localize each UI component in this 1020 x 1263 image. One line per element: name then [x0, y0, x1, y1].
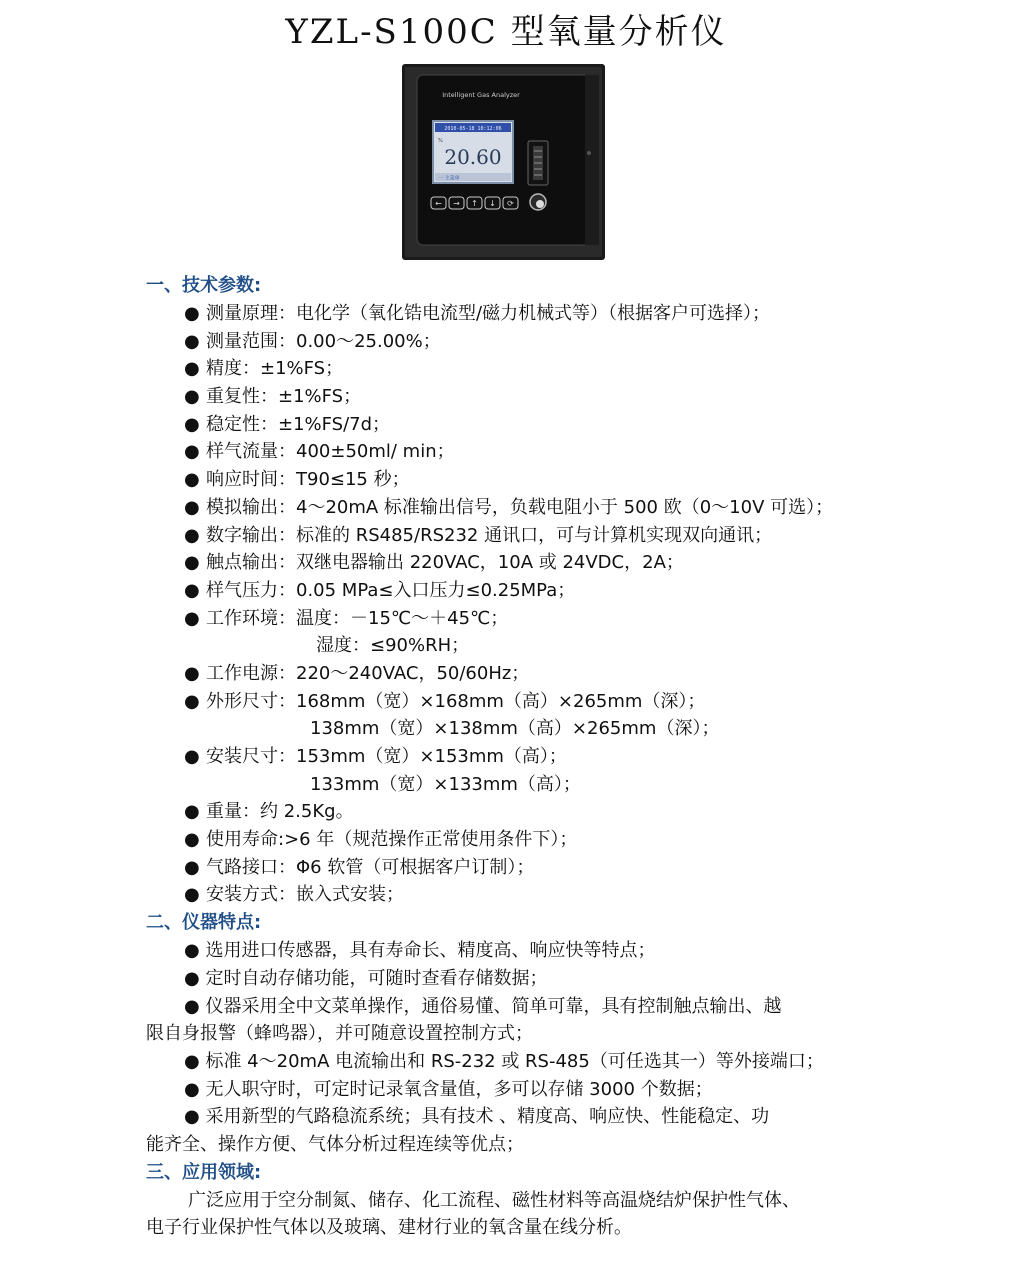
- spec-item-continuation: 湿度：≤90%RH；: [316, 635, 470, 657]
- spec-item: ● 安装尺寸：153mm（宽）×153mm（高）；: [184, 746, 567, 767]
- feature-item: ● 标准 4～20mA 电流输出和 RS-232 或 RS-485（可任选其一）等外接端口；: [184, 1050, 824, 1072]
- spec-item-continuation: 138mm（宽）×138mm（高）×265mm（深）；: [310, 718, 720, 740]
- svg-text:↓: ↓: [489, 199, 496, 208]
- section-features-title: 二、仪器特点:: [146, 912, 262, 934]
- feature-item-continuation: 限自身报警（蜂鸣器），并可随意设置控制方式；: [146, 1023, 533, 1045]
- spec-item: ● 工作环境：温度：－15℃～＋45℃；: [184, 607, 509, 629]
- spec-content: [146, 272, 876, 1242]
- spec-item: ● 样气压力：0.05 MPa≤入口压力≤0.25MPa；: [184, 579, 576, 601]
- svg-text:↑: ↑: [471, 199, 478, 208]
- feature-item: ● 选用进口传感器，具有寿命长、精度高、响应快等特点；: [184, 940, 656, 962]
- spec-item-continuation: 133mm（宽）×133mm（高）；: [310, 773, 581, 795]
- screen-value: 20.60: [444, 145, 502, 169]
- application-text: 广泛应用于空分制氮、储存、化工流程、磁性材料等高温烧结炉保护性气体、: [188, 1189, 800, 1211]
- section-tech-params-title: 一、技术参数:: [146, 275, 262, 296]
- spec-item: ● 重复性：±1%FS；: [184, 386, 362, 408]
- spec-item: ● 安装方式：嵌入式安装；: [184, 884, 404, 906]
- spec-item: ● 测量原理：电化学（氧化锆电流型/磁力机械式等）（根据客户可选择）；: [184, 303, 771, 324]
- svg-text:→: →: [453, 199, 460, 208]
- feature-item: ● 定时自动存储功能，可随时查看存储数据；: [184, 967, 548, 989]
- feature-item-continuation: 能齐全、操作方便、气体分析过程连续等优点；: [146, 1133, 524, 1155]
- spec-item: ● 测量范围：0.00～25.00%；: [184, 330, 441, 352]
- spec-item: ● 模拟输出：4～20mA 标准输出信号，负载电阻小于 500 欧（0～10V 可选）；: [184, 496, 834, 518]
- spec-item: ● 数字输出：标准的 RS485/RS232 通讯口，可与计算机实现双向通讯；: [184, 524, 773, 546]
- spec-item: ● 触点输出：双继电器输出 220VAC，10A 或 24VDC，2A；: [184, 552, 684, 574]
- spec-item: ● 稳定性：±1%FS/7d；: [184, 413, 391, 435]
- spec-item: ● 响应时间：T90≤15 秒；: [184, 469, 410, 491]
- brand-label: Intelligent Gas Analyzer: [442, 91, 520, 99]
- svg-text:%: %: [438, 138, 443, 144]
- spec-item: ● 外形尺寸：168mm（宽）×168mm（高）×265mm（深）；: [184, 690, 706, 712]
- spec-item: ● 工作电源：220～240VAC，50/60Hz；: [184, 662, 530, 684]
- spec-item: ● 气路接口：Φ6 软管（可根据客户订制）；: [184, 856, 535, 878]
- feature-item: ● 仪器采用全中文菜单操作，通俗易懂、简单可靠，具有控制触点输出、越: [184, 995, 782, 1017]
- svg-text:←: ←: [435, 199, 442, 208]
- spec-item: ● 样气流量：400±50ml/ min；: [184, 441, 455, 463]
- screen-header: 2010-05-18 10:12:06: [444, 126, 502, 132]
- svg-text:⟳: ⟳: [507, 199, 514, 208]
- page-title: YZL-S100C 型氧量分析仪: [285, 12, 727, 52]
- spec-item: ● 重量：约 2.5Kg。: [184, 801, 354, 823]
- feature-item: ● 无人职守时，可定时记录氧含量值，多可以存储 3000 个数据；: [184, 1078, 713, 1100]
- application-text: 电子行业保护性气体以及玻璃、建材行业的氧含量在线分析。: [146, 1217, 632, 1239]
- feature-item: ● 采用新型的气路稳流系统；具有技术 、精度高、响应快、性能稳定、功: [184, 1106, 770, 1128]
- spec-item: ● 使用寿命:>6 年（规范操作正常使用条件下）；: [184, 829, 578, 851]
- gas-analyzer-image: [401, 63, 606, 261]
- screen-footer: 一 主菜单: [438, 175, 460, 182]
- section-applications-title: 三、应用领域:: [146, 1161, 262, 1183]
- spec-item: ● 精度：±1%FS；: [184, 358, 344, 380]
